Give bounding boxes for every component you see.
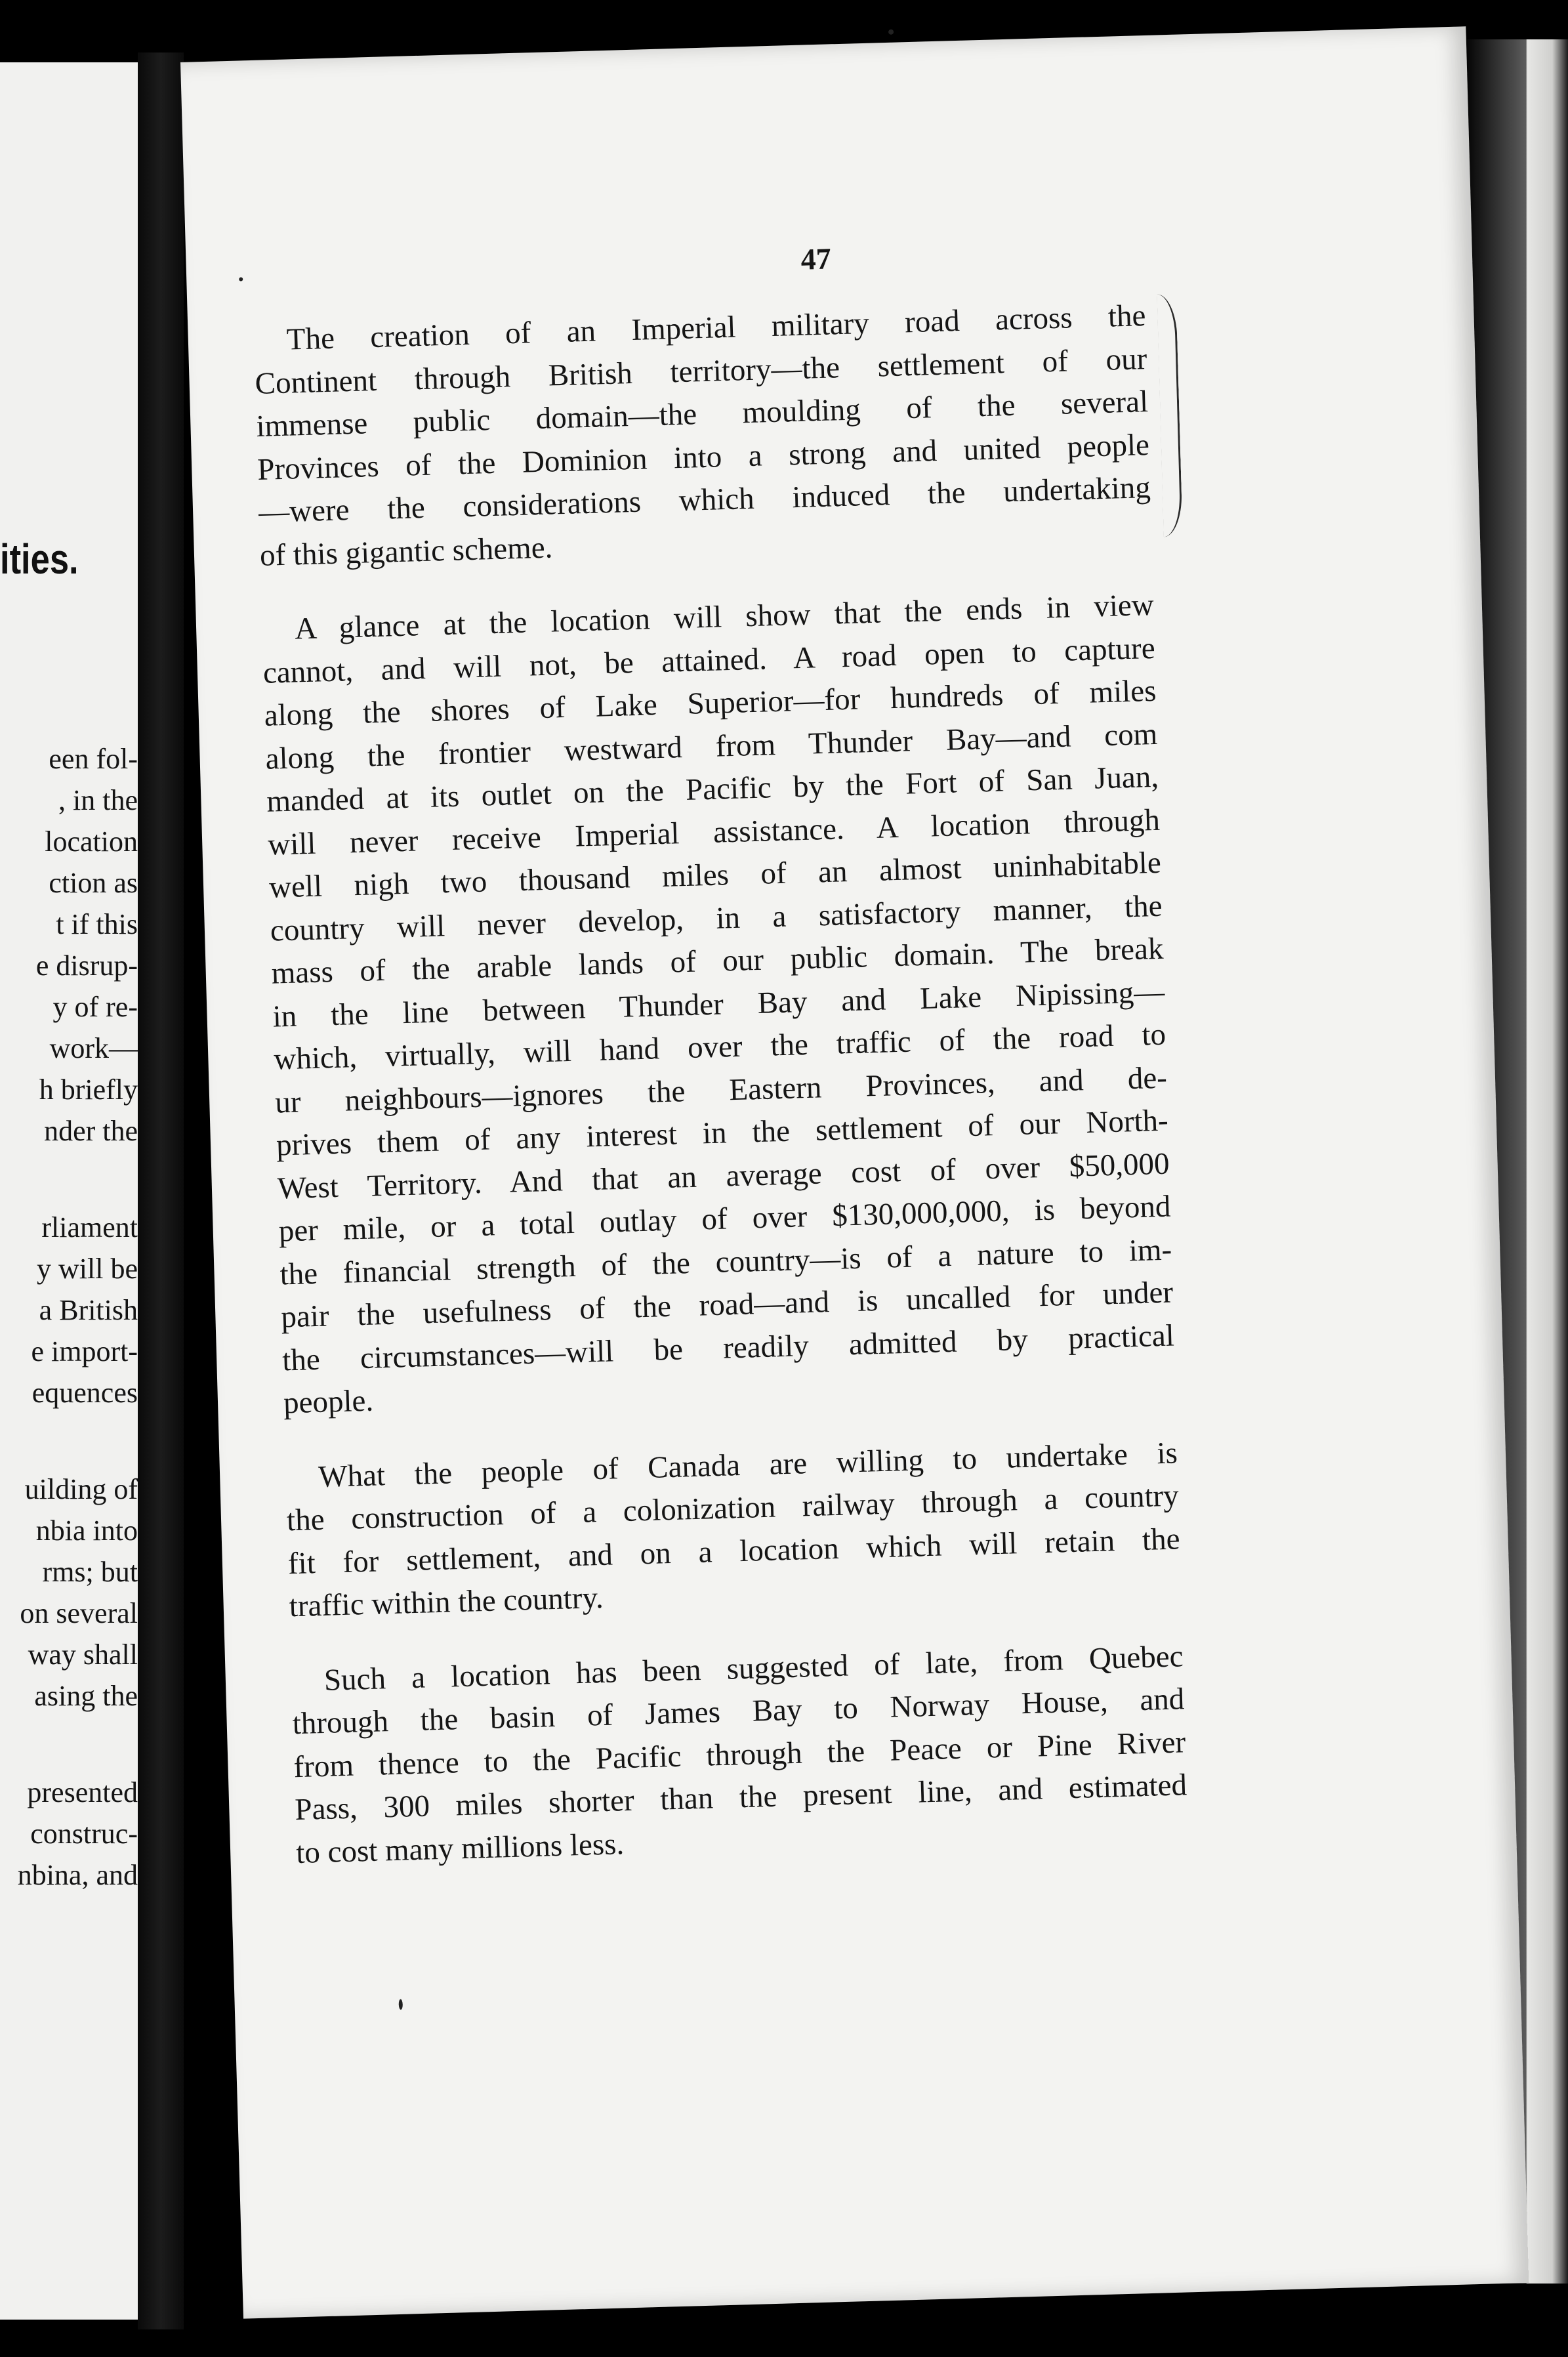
text-line: A glance at the location will show that the ends in view (294, 587, 1155, 646)
previous-page-line: construc- (30, 1818, 138, 1850)
previous-page-line: y will be (37, 1253, 138, 1285)
text-line: from thence to the Pacific through the Peace or Pine River (293, 1724, 1186, 1784)
page-speck (888, 30, 894, 35)
text-line: which, virtually, will hand over the traffic of the road to (273, 1017, 1166, 1077)
previous-page-line: rms; but (42, 1556, 138, 1588)
previous-page-line: rliament (41, 1211, 138, 1243)
page-47 (180, 26, 1529, 2318)
previous-page-line: uilding of (24, 1473, 138, 1505)
text-line: the circumstances—will be readily admitted by practical (281, 1318, 1175, 1377)
previous-page-text (0, 738, 138, 1896)
paragraph (261, 584, 1176, 1425)
paragraph-gap (0, 1413, 138, 1469)
previous-page-line: work— (49, 1032, 138, 1064)
previous-page-line: , in the (58, 784, 138, 816)
previous-page-line: equences (31, 1377, 138, 1409)
text-line: immense public domain—the moulding of the several (255, 385, 1149, 444)
previous-page-line: way shall (28, 1638, 138, 1671)
text-line: of this gigantic scheme. (259, 530, 553, 573)
previous-page-fragment (0, 62, 138, 2320)
text-line: prives them of any interest in the settlement of our North- (276, 1103, 1169, 1163)
previous-page-line: nbia into (35, 1514, 138, 1547)
previous-page-line: presented (27, 1776, 138, 1808)
text-line: country will never develop, in a satisfactory manner, the (270, 888, 1163, 948)
book-gutter (138, 52, 184, 2329)
text-line: Such a location has been suggested of late, from Quebec (323, 1638, 1184, 1698)
text-line: mass of the arable lands of our public domain. The break (271, 931, 1165, 991)
text-line: West Territory. And that an average cost of over $50,000 (277, 1146, 1170, 1206)
text-line: cannot, and will not, be attained. A road open to capture (262, 631, 1156, 690)
text-line: well nigh two thousand miles of an almost uninhabitable (268, 845, 1162, 905)
previous-page-line: h briefly (39, 1074, 138, 1106)
text-line: ur neighbours—ignores the Eastern Provinces, and de- (274, 1060, 1168, 1120)
text-line: per mile, or a total outlay of over $130,000,000, is beyond (278, 1189, 1171, 1249)
text-line: Provinces of the Dominion into a strong and united people (257, 427, 1150, 487)
text-line: through the basin of James Bay to Norway House, and (292, 1682, 1185, 1742)
previous-page-line: on several (20, 1597, 138, 1629)
previous-page-line: nbina, and (17, 1859, 138, 1891)
previous-page-line: e disrup- (35, 949, 138, 982)
paragraph (253, 295, 1152, 577)
previous-page-line: y of re- (52, 991, 138, 1023)
text-line: to cost many millions less. (295, 1826, 625, 1870)
text-line: in the line between Thunder Bay and Lake Nipissing— (272, 974, 1165, 1034)
previous-page-line: location (45, 825, 138, 858)
text-line: Pass, 300 miles shorter than the present line, and estimated (294, 1768, 1187, 1827)
text-line: people. (283, 1383, 374, 1421)
previous-page-heading: ities. (0, 535, 79, 583)
text-line: will never receive Imperial assistance. A location through (267, 803, 1161, 862)
paragraph (291, 1635, 1189, 1875)
previous-page-line: asing the (34, 1680, 138, 1712)
page-speck (399, 1999, 403, 2010)
page-body-text (253, 295, 1189, 1875)
page-number: 47 (800, 241, 832, 276)
previous-page-line: een fol- (49, 743, 138, 775)
text-line: What the people of Canada are willing to undertake is (318, 1435, 1178, 1494)
text-line: —were the considerations which induced the undertaking (258, 470, 1151, 530)
text-line: The creation of an Imperial military road across the (286, 299, 1147, 357)
text-line: the financial strength of the country—is of a nature to im- (279, 1232, 1172, 1291)
previous-page-line: e import- (31, 1335, 138, 1367)
paragraph-gap (0, 1717, 138, 1772)
margin-bracket-mark (1157, 294, 1182, 537)
text-line: traffic within the country. (289, 1580, 604, 1624)
text-line: the construction of a colonization railway through a country (286, 1478, 1180, 1538)
text-line: manded at its outlet on the Pacific by the Fort of San Juan, (266, 759, 1159, 819)
paragraph-gap (0, 1152, 138, 1207)
previous-page-line: a British (39, 1294, 138, 1326)
text-line: along the frontier westward from Thunder Bay—and com (264, 717, 1158, 776)
previous-page-line: ction as (49, 867, 138, 899)
text-line: along the shores of Lake Superior—for hundreds of miles (264, 673, 1157, 733)
paragraph (285, 1432, 1182, 1629)
text-line: fit for settlement, and on a location which will retain the (287, 1521, 1181, 1581)
text-line: Continent through British territory—the settlement of our (254, 341, 1147, 401)
previous-page-line: nder the (44, 1115, 138, 1147)
previous-page-line: t if this (56, 908, 138, 940)
text-line: pair the usefulness of the road—and is uncalled for under (280, 1275, 1174, 1335)
